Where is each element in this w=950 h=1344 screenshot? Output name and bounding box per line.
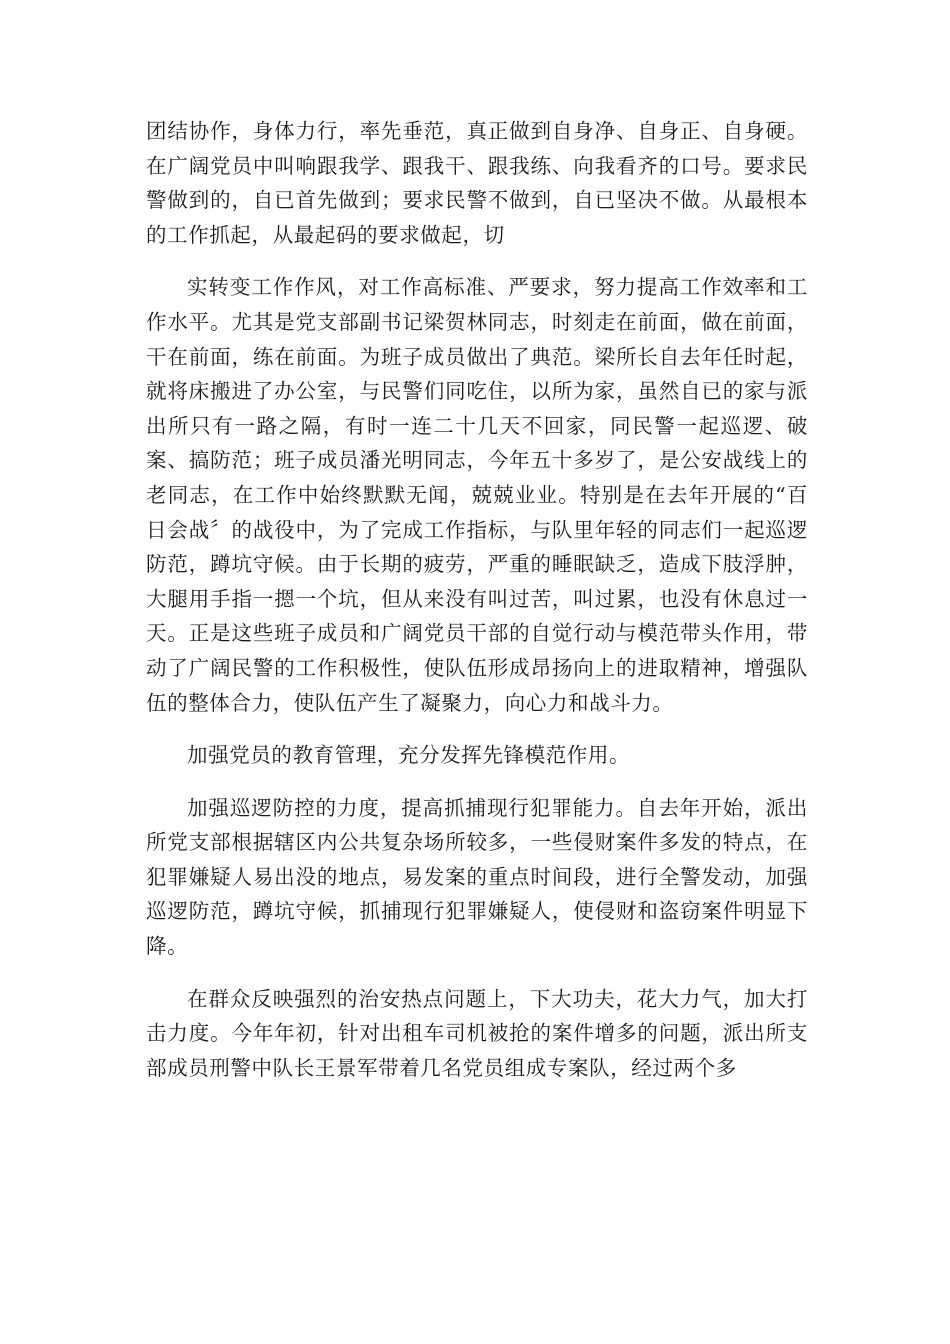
- paragraph-patrol-control: 加强巡逻防控的力度，提高抓捕现行犯罪能力。自去年开始，派出所党支部根据辖区内公共复杂场所较多，一些侵财案件多发的特点，在犯罪嫌疑人易出没的地点，易发案的重点时间段，进行全警发动，加强巡逻防范，蹲坑守候，抓捕现行犯罪嫌疑人，使侵财和盗窃案件明显下降。: [146, 795, 808, 959]
- paragraph-hotspot-issues: 在群众反映强烈的治安热点问题上，下大功夫，花大力气，加大打击力度。今年年初，针对出租车司机被抢的案件增多的问题，派出所支部成员刑警中队长王景军带着几名党员组成专案队，经过两个多: [146, 986, 808, 1080]
- paragraph-heading-education: 加强党员的教育管理，充分发挥先锋模范作用。: [187, 743, 631, 768]
- paragraph-continued: 团结协作，身体力行，率先垂范，真正做到自身净、自身正、自身硬。在广阔党员中叫响跟我学、跟我干、跟我练、向我看齐的口号。要求民警做到的，自已首先做到；要求民警不做到，自已坚决不做。从最根本的工作抓起，从最起码的要求做起，切: [146, 119, 808, 247]
- paragraph-work-style: 实转变工作作风，对工作高标准、严要求，努力提高工作效率和工作水平。尤其是党支部副书记梁贺林同志，时刻走在前面，做在前面，干在前面，练在前面。为班子成员做出了典范。梁所长自去年任时起，就将床搬进了办公室，与民警们同吃住，以所为家，虽然自已的家与派出所只有一路之隔，有时一连二十几天不回家，同民警一起巡逻、破案、搞防范；班子成员潘光明同志，今年五十多岁了，是公安战线上的老同志，在工作中始终默默无闻，兢兢业业。特别是在去年开展的“百日会战〞的战役中，为了完成工作指标，与队里年轻的同志们一起巡逻防范，蹲坑守候。由于长期的疲劳，严重的睡眠缺乏，造成下肢浮肿，大腿用手指一摁一个坑，但从来没有叫过苦，叫过累，也没有休息过一天。正是这些班子成员和广阔党员干部的自觉行动与模范带头作用，带动了广阔民警的工作积极性，使队伍形成昂扬向上的进取精神，增强队伍的整体合力，使队伍产生了凝聚力，向心力和战斗力。: [146, 275, 808, 715]
- document-body: [146, 114, 808, 1085]
